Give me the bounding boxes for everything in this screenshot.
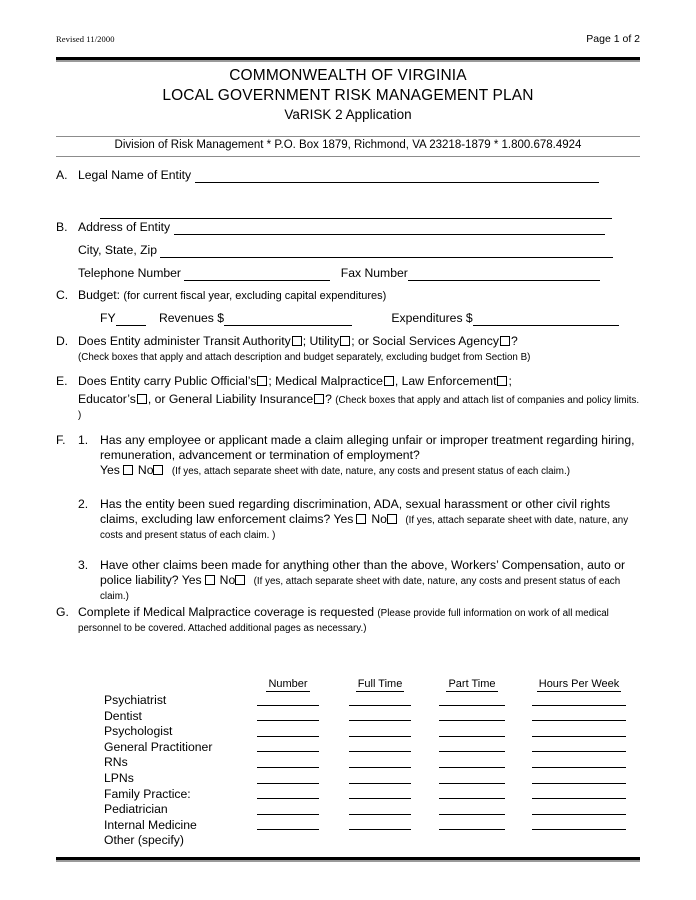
checkbox-f3-yes[interactable] — [205, 575, 215, 585]
table-cell-blank[interactable] — [426, 693, 518, 709]
checkbox-f1-no[interactable] — [153, 465, 163, 475]
section-e-note: (Check boxes that apply and attach list of companies and policy limits. ) — [78, 395, 640, 422]
table-cell-blank[interactable] — [518, 724, 640, 740]
table-cell-role: Family Practice: — [104, 786, 191, 801]
section-c-label: C. — [56, 288, 69, 302]
section-e-line-1 — [78, 374, 640, 392]
section-g-label: G. — [56, 605, 69, 619]
checkbox-transit-authority[interactable] — [292, 336, 302, 346]
table-cell-blank[interactable] — [426, 787, 518, 803]
telephone-line[interactable] — [184, 269, 330, 281]
table-header-hours-per-week: Hours Per Week — [538, 678, 620, 690]
section-f-item-1-number: 1. — [78, 433, 89, 447]
title-line-2: LOCAL GOVERNMENT RISK MANAGEMENT PLAN — [162, 86, 534, 104]
section-a-text: Legal Name of Entity — [78, 168, 192, 182]
table-cell-role: Psychologist — [104, 724, 173, 739]
table-row — [56, 771, 640, 787]
table-cell-blank[interactable] — [426, 833, 518, 849]
table-cell-blank[interactable] — [334, 771, 426, 787]
section-f-item-3-number: 3. — [78, 558, 89, 572]
budget-fields-row — [100, 311, 640, 334]
table-cell-role: LPNs — [104, 770, 134, 785]
table-cell-blank[interactable] — [242, 818, 334, 834]
checkbox-medical-malpractice[interactable] — [384, 376, 394, 386]
section-e-text-7: ? — [325, 392, 332, 406]
table-cell-role: General Practitioner — [104, 739, 213, 754]
section-f-item-2-text: Has the entity been sued regarding discrimination, ADA, sexual harassment or other civil rights claims, excluding law enforcement claims? — [100, 497, 611, 526]
checkbox-public-officials[interactable] — [257, 376, 267, 386]
table-cell-blank[interactable] — [242, 802, 334, 818]
telephone-label: Telephone Number — [78, 266, 181, 280]
section-b-label: B. — [56, 220, 68, 234]
table-row — [56, 787, 640, 803]
fax-line[interactable] — [408, 269, 600, 281]
section-f-item-3-yes: Yes — [181, 573, 202, 587]
section-g-heading: Complete if Medical Malpractice coverage is requested — [78, 605, 375, 619]
section-a — [56, 168, 640, 220]
city-state-zip-line[interactable] — [160, 246, 613, 258]
table-cell-blank[interactable] — [334, 833, 426, 849]
revenues-line[interactable] — [224, 314, 352, 326]
table-cell-blank[interactable] — [334, 755, 426, 771]
section-e-text-5: Educator’s — [78, 392, 136, 406]
budget-heading: Budget: — [78, 288, 121, 302]
table-cell-role: Dentist — [104, 708, 142, 723]
section-e-text-1: Does Entity carry Public Official’s — [78, 374, 257, 388]
table-cell-blank[interactable] — [426, 802, 518, 818]
section-f-item-1-note: (If yes, attach separate sheet with date, nature, any costs and present status of each claim.) — [171, 466, 570, 477]
fy-label: FY — [100, 311, 116, 325]
section-f-item-2 — [78, 497, 640, 558]
table-cell-blank[interactable] — [518, 755, 640, 771]
table-cell-blank[interactable] — [518, 740, 640, 756]
table-cell-blank[interactable] — [334, 740, 426, 756]
legal-name-line-2[interactable] — [100, 207, 612, 219]
table-cell-blank[interactable] — [518, 693, 640, 709]
checkbox-f2-no[interactable] — [387, 514, 397, 524]
section-b — [56, 220, 640, 288]
medical-personnel-table — [56, 678, 640, 849]
table-cell-blank[interactable] — [242, 724, 334, 740]
section-e-text-2: ; Medical Malpractice — [268, 374, 383, 388]
running-head — [56, 34, 640, 48]
table-cell-blank[interactable] — [334, 724, 426, 740]
table-cell-role: Other (specify) — [104, 833, 184, 848]
checkbox-law-enforcement[interactable] — [497, 376, 507, 386]
budget-heading-row — [78, 288, 640, 311]
table-cell-role: Pediatrician — [104, 802, 168, 817]
section-b-text: Address of Entity — [78, 220, 171, 234]
table-cell-blank[interactable] — [242, 693, 334, 709]
table-row — [56, 693, 640, 709]
table-cell-blank[interactable] — [242, 771, 334, 787]
transit-authority-row — [78, 334, 640, 352]
section-g-note: (Please provide full information on work of all medical personnel to be covered. Attached additional pages as necessary.) — [78, 608, 609, 635]
page-number: Page 1 of 2 — [586, 33, 640, 45]
table-cell-blank[interactable] — [334, 818, 426, 834]
section-f-item-2-note: (If yes, attach separate sheet with date, nature, any costs and present status of each claim. ) — [100, 515, 629, 542]
table-cell-blank[interactable] — [242, 740, 334, 756]
table-cell-blank[interactable] — [426, 724, 518, 740]
table-cell-blank[interactable] — [518, 771, 640, 787]
table-cell-blank[interactable] — [426, 755, 518, 771]
title-line-1: COMMONWEALTH OF VIRGINIA — [229, 67, 467, 84]
table-cell-blank[interactable] — [334, 787, 426, 803]
section-d-label: D. — [56, 334, 69, 348]
section-f-item-3-text: Have other claims been made for anything other than the above, Workers’ Compensation, auto or police liability? — [100, 558, 626, 587]
section-d — [56, 334, 640, 374]
section-e-text-6: , or General Liability Insurance — [147, 392, 314, 406]
footer-rule — [56, 857, 640, 860]
section-f-item-3-no: No — [219, 573, 236, 587]
table-row — [56, 802, 640, 818]
section-f-item-1-answer-row — [100, 463, 640, 479]
table-cell-blank[interactable] — [426, 740, 518, 756]
table-cell-blank[interactable] — [242, 833, 334, 849]
table-cell-blank[interactable] — [426, 818, 518, 834]
section-f-item-1-text: Has any employee or applicant made a claim alleging unfair or improper treatment regarding hiring, remuneration, advancement or termination of employment? — [100, 433, 635, 462]
expenditures-label: Expenditures $ — [391, 311, 473, 325]
section-d-text-1: Does Entity administer Transit Authority — [78, 334, 291, 348]
section-f-item-2-yes: Yes — [333, 512, 354, 526]
table-cell-role: RNs — [104, 755, 128, 770]
table-header-full-time: Full Time — [357, 678, 403, 690]
table-row — [56, 755, 640, 771]
header-rule-top — [56, 57, 640, 60]
checkbox-educators[interactable] — [137, 394, 147, 404]
checkbox-f3-no[interactable] — [235, 575, 245, 585]
section-f-item-1-yes: Yes — [100, 463, 120, 477]
section-f-label: F. — [56, 433, 66, 447]
division-rule-top — [56, 136, 640, 137]
checkbox-f2-yes[interactable] — [356, 514, 366, 524]
section-c — [56, 288, 640, 334]
table-cell-blank[interactable] — [518, 787, 640, 803]
section-g — [56, 605, 640, 639]
checkbox-utility[interactable] — [340, 336, 350, 346]
section-f-item-1 — [78, 433, 640, 497]
table-row — [56, 818, 640, 834]
table-cell-blank[interactable] — [426, 709, 518, 725]
table-header-row — [56, 678, 640, 693]
fy-line[interactable] — [116, 314, 146, 326]
table-row — [56, 833, 640, 849]
city-state-zip-row — [78, 243, 640, 266]
address-line[interactable] — [174, 223, 605, 235]
table-cell-role: Internal Medicine — [104, 817, 197, 832]
table-cell-blank[interactable] — [334, 709, 426, 725]
address-row — [78, 220, 640, 243]
city-state-zip-label: City, State, Zip — [78, 243, 158, 257]
section-e-line-2 — [78, 392, 640, 422]
table-cell-blank[interactable] — [242, 755, 334, 771]
table-cell-blank[interactable] — [334, 802, 426, 818]
checkbox-social-services-agency[interactable] — [500, 336, 510, 346]
section-f-item-2-number: 2. — [78, 497, 89, 511]
table-cell-blank[interactable] — [242, 787, 334, 803]
section-d-text-2: ; Utility — [302, 334, 340, 348]
fax-label: Fax Number — [340, 266, 408, 280]
section-f-item-3 — [78, 558, 640, 605]
title-block — [56, 66, 640, 124]
division-rule-bottom — [56, 156, 640, 157]
section-d-text-3: ; or Social Services Agency — [351, 334, 499, 348]
table-cell-blank[interactable] — [518, 818, 640, 834]
title-line-3: VaRISK 2 Application — [284, 107, 412, 122]
table-row — [56, 709, 640, 725]
table-cell-blank[interactable] — [518, 802, 640, 818]
checkbox-f1-yes[interactable] — [123, 465, 133, 475]
table-cell-role: Psychiatrist — [104, 693, 167, 707]
section-d-note: (Check boxes that apply and attach description and budget separately, excluding budget from Section B) — [78, 352, 531, 363]
section-f-item-3-note: (If yes, attach separate sheet with date, nature, any costs and present status of each claim.) — [100, 576, 621, 603]
legal-name-line-1[interactable] — [195, 171, 599, 183]
table-cell-blank[interactable] — [518, 709, 640, 725]
section-a-label: A. — [56, 168, 68, 182]
section-f — [56, 433, 640, 605]
section-e-text-3: , Law Enforcement — [394, 374, 497, 388]
table-header-role — [56, 678, 242, 693]
section-e-label: E. — [56, 374, 68, 388]
section-e-text-4: ; — [508, 374, 512, 388]
table-header-part-time: Part Time — [448, 678, 496, 690]
phone-fax-row — [78, 266, 640, 288]
section-d-text-4: ? — [510, 334, 518, 348]
expenditures-line[interactable] — [473, 314, 619, 326]
division-address-line: Division of Risk Management * P.O. Box 1879, Richmond, VA 23218-1879 * 1.800.678.4924 — [114, 139, 582, 151]
table-cell-blank[interactable] — [426, 771, 518, 787]
table-row — [56, 740, 640, 756]
section-e — [56, 374, 640, 433]
table-header-number: Number — [268, 678, 308, 690]
revised-date: Revised 11/2000 — [56, 34, 115, 44]
section-f-item-2-no: No — [371, 512, 387, 526]
table-cell-blank[interactable] — [334, 693, 426, 709]
revenues-label: Revenues $ — [158, 311, 225, 325]
checkbox-general-liability[interactable] — [314, 394, 324, 404]
section-f-item-1-no: No — [137, 463, 154, 477]
budget-note: (for current fiscal year, excluding capital expenditures) — [123, 290, 387, 302]
table-cell-blank[interactable] — [518, 833, 640, 849]
table-row — [56, 724, 640, 740]
table-cell-blank[interactable] — [242, 709, 334, 725]
form-body — [56, 168, 640, 639]
